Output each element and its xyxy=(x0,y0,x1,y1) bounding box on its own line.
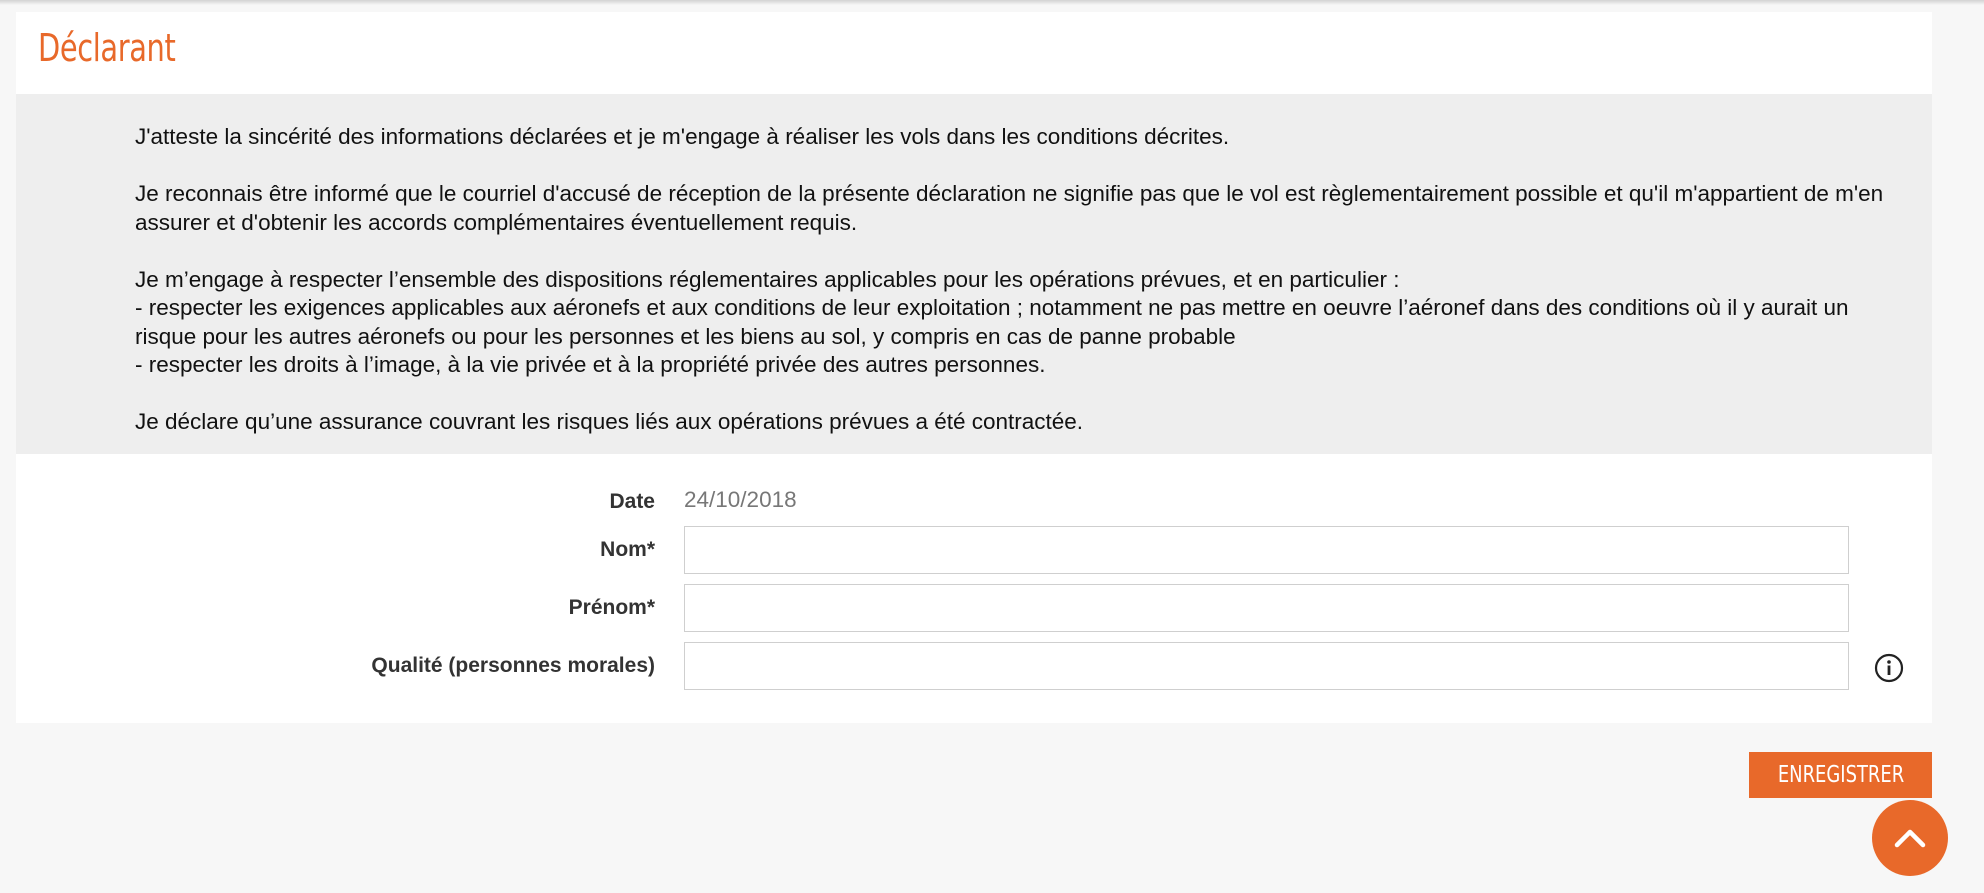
declaration-statement xyxy=(16,94,1932,454)
section-title: Déclarant xyxy=(38,26,176,70)
declaration-commitments xyxy=(135,266,1912,380)
prenom-input[interactable] xyxy=(684,584,1849,632)
date-label: Date xyxy=(609,490,655,513)
chevron-up-icon xyxy=(1893,827,1927,849)
declarant-section xyxy=(16,12,1932,723)
qualite-input[interactable] xyxy=(684,642,1849,690)
declaration-paragraph: Je reconnais être informé que le courriel d'accusé de réception de la présente déclaration ne signifie pas que le vol est règlementairement possible et qu'il m'appartient de m'en assurer et d'obtenir les accords complémentaires éventuellement requis. xyxy=(135,181,1884,235)
prenom-row xyxy=(16,584,1932,632)
commitments-intro: Je m’engage à respecter l’ensemble des dispositions réglementaires applicables pour les opérations prévues, et en particulier : xyxy=(135,266,1400,292)
commitment-item: - respecter les exigences applicables aux aéronefs et aux conditions de leur exploitation ; notamment ne pas mettre en oeuvre l’aéronef dans des conditions où il y aurait un risque pour les autres aéronefs ou pour les personnes et les biens au sol, y compris en cas de panne probable xyxy=(135,295,1849,349)
date-row xyxy=(16,478,1932,526)
nom-row xyxy=(16,526,1932,574)
declaration-paragraph: J'atteste la sincérité des informations déclarées et je m'engage à réaliser les vols dans les conditions décrites. xyxy=(135,124,1230,149)
qualite-label: Qualité (personnes morales) xyxy=(371,654,655,677)
commitment-item: - respecter les droits à l’image, à la vie privée et à la propriété privée des autres personnes. xyxy=(135,352,1046,377)
scroll-to-top-button[interactable] xyxy=(1872,800,1948,876)
save-button-label: ENREGISTRER xyxy=(1777,762,1904,788)
date-value: 24/10/2018 xyxy=(684,487,797,512)
nom-input[interactable] xyxy=(684,526,1849,574)
top-shadow xyxy=(0,0,1984,5)
save-button[interactable] xyxy=(1749,752,1932,798)
info-circle-icon[interactable] xyxy=(1874,653,1904,683)
prenom-label: Prénom* xyxy=(568,596,655,619)
nom-label: Nom* xyxy=(600,538,655,561)
qualite-row xyxy=(16,642,1932,690)
declaration-paragraph: Je déclare qu’une assurance couvrant les risques liés aux opérations prévues a été contractée. xyxy=(135,409,1084,434)
